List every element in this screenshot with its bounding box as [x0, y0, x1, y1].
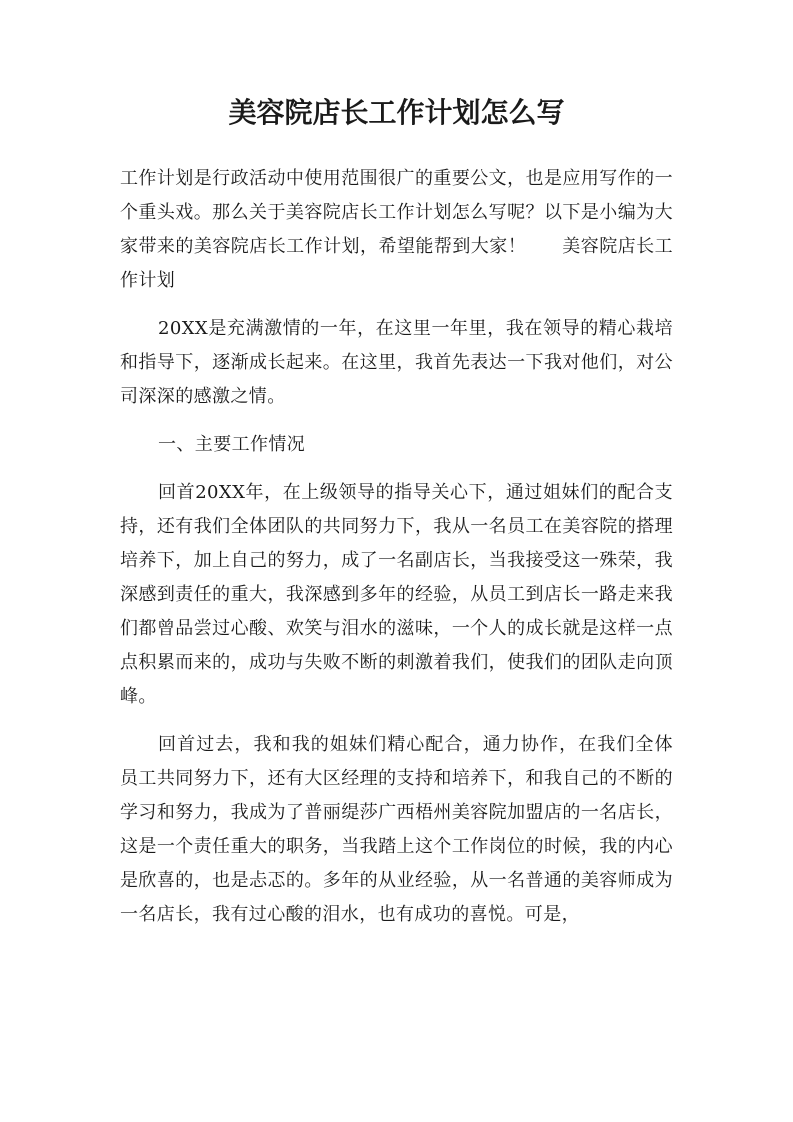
intro-text: 工作计划是行政活动中使用范围很广的重要公文，也是应用写作的一个重头戏。那么关于美容院店长工作计划怎么写呢？以下是小编为大家带来的美容院店长工作计划，希望能帮到大家！ — [120, 168, 673, 257]
document-body — [120, 162, 673, 946]
paragraph: 回首20XX年，在上级领导的指导关心下，通过姐妹们的配合支持，还有我们全体团队的共同努力下，我从一名员工在美容院的搭理培养下，加上自己的努力，成了一名副店长，当我接受这一殊荣，我深感到责任的重大，我深感到多年的经验，从员工到店长一路走来我们都曾品尝过心酸、欢笑与泪水的滋味，一个人的成长就是这样一点点积累而来的，成功与失败不断的刺激着我们，使我们的团队走向顶峰。 — [120, 482, 673, 707]
paragraph: 20XX是充满激情的一年，在这里一年里，我在领导的精心栽培和指导下，逐渐成长起来。在这里，我首先表达一下我对他们，对公司深深的感激之情。 — [120, 318, 673, 407]
intro-subtitle: 美容院店长工作计划 — [120, 236, 673, 291]
paragraph: 回首过去，我和我的姐妹们精心配合，通力协作，在我们全体员工共同努力下，还有大区经理的支持和培养下，和我自己的不断的学习和努力，我成为了普丽缇莎广西梧州美容院加盟店的一名店长，这是一个责任重大的职务，当我踏上这个工作岗位的时候，我的内心是欣喜的，也是忐忑的。多年的从业经验，从一名普通的美容师成为一名店长，我有过心酸的泪水，也有成功的喜悦。可是， — [120, 734, 673, 925]
intro-paragraph — [120, 162, 673, 298]
document-title: 美容院店长工作计划怎么写 — [228, 96, 565, 129]
section-heading: 一、主要工作情况 — [158, 434, 306, 455]
